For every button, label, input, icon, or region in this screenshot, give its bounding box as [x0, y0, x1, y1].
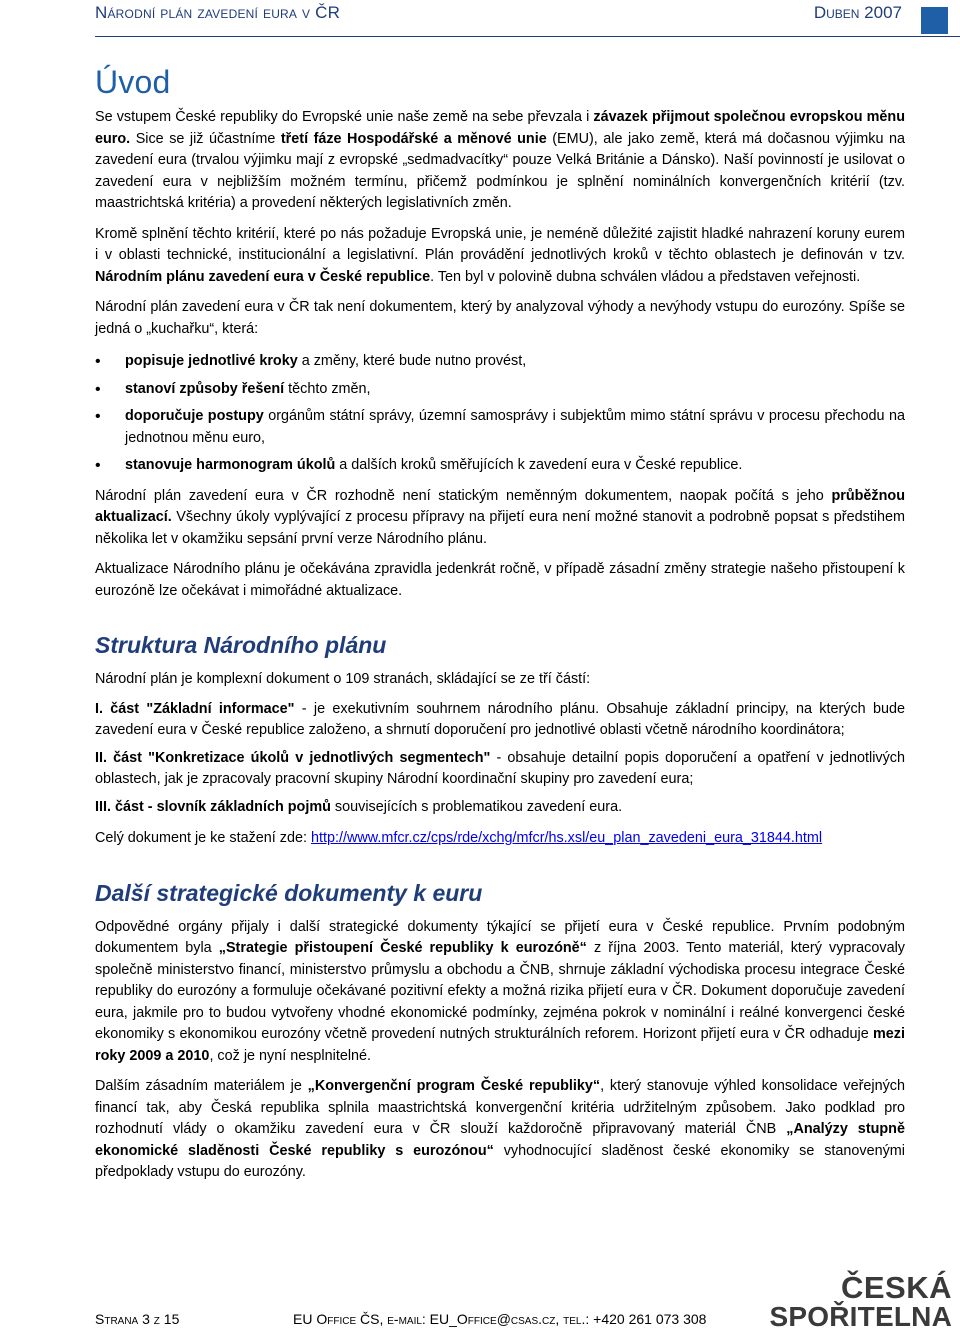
bold-span: I. část "Základní informace" [95, 700, 295, 717]
document-body [95, 64, 905, 1184]
intro-paragraph-2 [95, 224, 905, 289]
bold-span: doporučuje postupy [125, 408, 264, 424]
intro-paragraph-5: Aktualizace Národního plánu je očekávána zpravidla jedenkrát ročně, v případě zásadní změny strategie našeho přistoupení k eurozóně lze očekávat i mimořádné aktualizace. [95, 561, 905, 599]
text-span: Odpovědné orgány přijaly i další strategické dokumenty týkající se přijetí eura v České republice. Prvním podobným dokumentem byla [95, 918, 905, 956]
page-header [95, 0, 960, 37]
download-paragraph [95, 828, 905, 850]
intro-heading: Úvod [95, 64, 171, 100]
text-span: souvisejících s problematikou zavedení eura. [330, 798, 623, 815]
bold-span: popisuje jednotlivé kroky [125, 353, 298, 369]
header-date: Duben 2007 [813, 3, 902, 22]
text-span: Kromě splnění těchto kritérií, které po nás požaduje Evropská unie, je neméně důležité zajistit hladké nahrazení koruny eurem i v oblasti technické, institucionální a legislativní. Plán provádění jednotlivých kroků v těchto oblastech je definován v tzv. [95, 225, 905, 263]
bold-span: třetí fáze Hospodářské a měnové unie [280, 130, 547, 147]
bold-span: III. část - slovník základních pojmů [95, 798, 331, 815]
text-span: a dalších kroků směřujících k zavedení eura v České republice. [335, 457, 743, 473]
ceska-sporitelna-logo [769, 1270, 952, 1332]
intro-paragraph-3: Národní plán zavedení eura v ČR tak není dokumentem, který by analyzoval výhody a nevýhody vstupu do eurozóny. Spíše se jedná o „kuchařku“, která: [95, 299, 905, 337]
list-item [95, 351, 905, 373]
structure-paragraph-1: Národní plán je komplexní dokument o 109 stranách, skládající se ze tří částí: [95, 671, 591, 687]
bold-span: Národním plánu zavedení eura v České republice [95, 268, 431, 285]
text-span: z října 2003. Tento materiál, který vypracovaly společně ministerstvo financí, ministerstvo průmyslu a obchodu a ČNB, shrnuje základní východiska procesu integrace České republiky do eurozóny a formuluje očekávané pozitivní efekty a možná rizika přijetí eura v ČR. Dokument doporučuje zavedení eura, jakmile pro to budou vytvořeny vhodné ekonomické podmínky, zejména pokrok v nominální i reálné konvergenci české ekonomiky s ekonomikou eurozóny včetně provedení nutných strukturálních reforem. Horizont přijetí eura v ČR odhaduje [95, 940, 905, 1042]
intro-paragraph-4 [95, 486, 905, 551]
text-span: . Ten byl v polovině dubna schválen vládou a představen veřejnosti. [430, 268, 861, 285]
structure-part-2 [95, 748, 905, 791]
list-item [95, 406, 905, 449]
structure-part-3 [95, 797, 905, 819]
bold-span: stanoví způsoby řešení [125, 380, 285, 397]
text-span: Celý dokument je ke stažení zde: [95, 830, 311, 846]
header-square-icon [921, 7, 948, 34]
text-span: Všechny úkoly vyplývající z procesu přípravy na přijetí eura není možné stanovit a podrobně popsat s předstihem několika let v okamžiku sepsání první verze Národního plánu. [95, 509, 905, 547]
strategy-paragraph-2 [95, 1076, 905, 1184]
cookbook-list [95, 351, 905, 477]
text-span: orgánům státní správy, územní samosprávy i subjektům mimo státní správu v procesu přechodu na jednotnou měnu euro, [125, 408, 905, 446]
bold-span: stanovuje harmonogram úkolů [125, 457, 336, 473]
bold-span: mezi roky 2009 a 2010 [95, 1026, 905, 1064]
text-span: Se vstupem České republiky do Evropské unie naše země na sebe převzala i [95, 109, 594, 125]
header-title: Národní plán zavedení eura v ČR [95, 3, 341, 22]
download-link[interactable]: http://www.mfcr.cz/cps/rde/xchg/mfcr/hs.xsl/eu_plan_zavedeni_eura_31844.html [310, 830, 823, 846]
text-span: Sice se již účastníme [130, 130, 281, 147]
logo-line-1: ČESKÁ [840, 1270, 952, 1305]
structure-heading: Struktura Národního plánu [95, 632, 387, 658]
text-span: - obsahuje detailní popis doporučení a opatření v jednotlivých oblastech, jak je zpracovaly pracovní skupiny Národní koordinační skupiny pro zavedení eura; [95, 749, 905, 787]
strategy-paragraph-1 [95, 917, 905, 1068]
logo-line-2: SPOŘITELNA [769, 1301, 952, 1332]
bold-span: „Strategie přistoupení České republiky k eurozóně“ [218, 940, 587, 956]
strategy-heading: Další strategické dokumenty k euru [95, 879, 483, 906]
text-span: vyhodnocující sladěnost české ekonomiky se stanovenými předpoklady vstupu do eurozóny. [95, 1142, 905, 1180]
text-span: - je exekutivním souhrnem národního plánu. Obsahuje základní principy, na kterých bude zavedení eura v České republice založeno, a shrnutí doporučení pro jednotlivé oblasti včetně národního koordinátora; [95, 700, 905, 738]
bold-span: „Konvergenční program České republiky“ [307, 1078, 601, 1094]
list-item [95, 455, 905, 477]
text-span: , který stanovuje výhled konsolidace veřejných financí tak, aby Česká republika splnila maastrichtská konvergenční kritéria udržitelným způsobem. Jako podklad pro rozhodnutí vlády o okamžiku zavedení eura v ČR slouží každoročně připravovaný materiál ČNB [95, 1078, 906, 1137]
text-span: Národní plán zavedení eura v ČR rozhodně není statickým neměnným dokumentem, naopak počítá s jeho [95, 487, 832, 504]
text-span: a změny, které bude nutno provést, [297, 353, 527, 369]
bold-span: „Analýzy stupně ekonomické sladěnosti České republiky s eurozónou“ [95, 1121, 905, 1159]
intro-paragraph-1 [95, 107, 905, 215]
bold-span: průběžnou aktualizací. [95, 487, 905, 525]
text-span: Dalším zásadním materiálem je [95, 1078, 308, 1094]
page-number: Strana 3 z 15 [95, 1311, 180, 1327]
text-span: těchto změn, [284, 380, 371, 397]
list-item [95, 379, 905, 401]
text-span: , což je nyní nesplnitelné. [209, 1047, 372, 1064]
bold-span: závazek přijmout společnou evropskou měnu euro. [95, 109, 905, 147]
structure-part-1 [95, 699, 905, 742]
footer-contact: EU Office ČS, e-mail: EU_Office@csas.cz, tel.: +420 261 073 308 [293, 1311, 707, 1327]
bold-span: II. část "Konkretizace úkolů v jednotlivých segmentech" [95, 749, 491, 766]
text-span: (EMU), ale jako země, která má dočasnou výjimku na zavedení eura (trvalou výjimku mají z evropské „sedmadvacítky“ pouze Velká Británie a Dánsko). Naší povinností je usilovat o zavedení eura v nejbližším možném termínu, přičemž podmínkou je splnění nominálních konvergenčních kritérií (tzv. maastrichtská kritéria) a provedení některých legislativních změn. [95, 130, 905, 211]
